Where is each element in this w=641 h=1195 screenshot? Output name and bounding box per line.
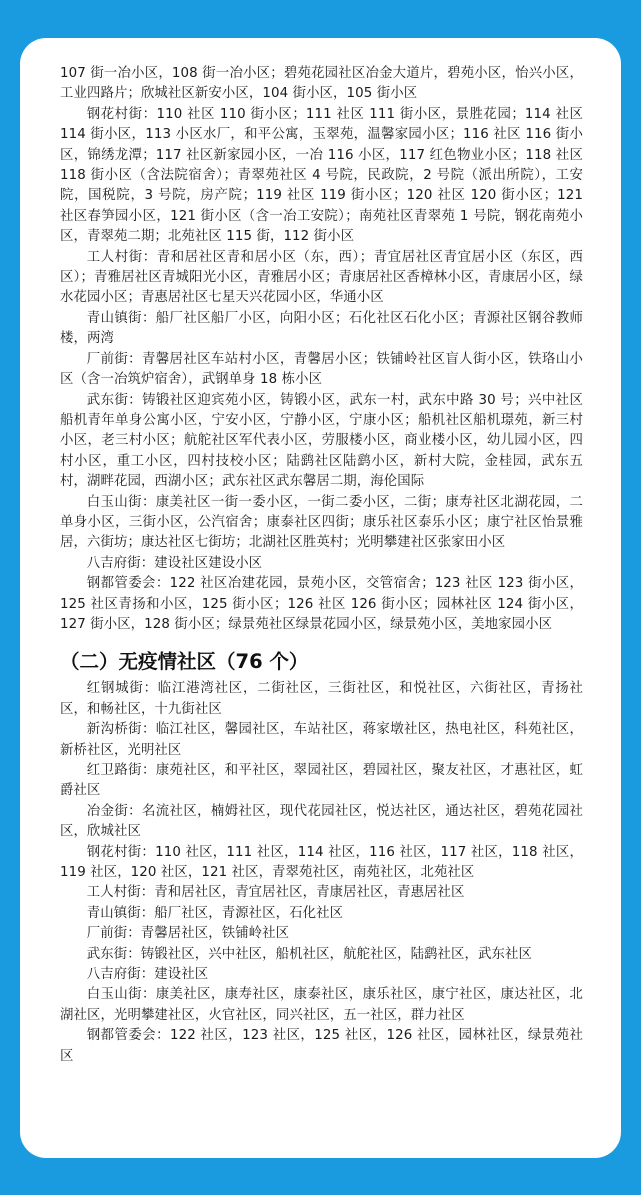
section2-list [60, 679, 583, 1067]
paragraph: 青山镇街：船厂社区船厂小区，向阳小区；石化社区石化小区；青源社区钢谷教师楼，两湾 [60, 310, 583, 347]
paragraph: 白玉山街：康美社区一街一委小区，一街二委小区，二街；康寿社区北湖花园，二单身小区，三街小区，公汽宿舍；康泰社区四街；康乐社区泰乐小区；康宁社区怡景雅居，六街坊；康达社区七街坊；北湖社区胜英村；光明攀建社区张家田小区 [60, 494, 583, 551]
paragraph: 钢都管委会：122 社区冶建花园，景苑小区，交管宿舍；123 社区 123 街小区，125 社区青扬和小区，125 街小区；126 社区 126 街小区；园林社区 124 街小区，127 街小区，128 街小区；绿景苑社区绿景花园小区，绿景苑小区，美地家园小区 [60, 576, 583, 632]
document-card [20, 38, 621, 1158]
paragraph: 厂前街：青馨居社区车站村小区，青馨居小区；铁铺岭社区盲人街小区，铁珞山小区（含一冶筑炉宿舍），武钢单身 18 栋小区 [60, 351, 583, 388]
part1-list [60, 64, 583, 635]
paragraph: 八吉府街：建设社区建设小区 [86, 555, 263, 571]
paragraph: 新沟桥街：临江社区，馨园社区，车站社区，蒋家墩社区，热电社区，科苑社区，新桥社区，光明社区 [60, 722, 583, 758]
paragraph: 钢花村街：110 社区，111 社区，114 社区，116 社区，117 社区，118 社区，119 社区，120 社区，121 社区，青翠苑社区，南苑社区，北苑社区 [60, 844, 583, 881]
paragraph: 厂前街：青馨居社区，铁铺岭社区 [86, 926, 290, 942]
paragraph: 工人村街：青和居社区，青宜居社区，青康居社区，青惠居社区 [86, 885, 465, 901]
paragraph: 八吉府街：建设社区 [86, 967, 209, 983]
paragraph: 冶金街：名流社区，楠姆社区，现代花园社区，悦达社区，通达社区，碧苑花园社区，欣城社区 [60, 803, 583, 840]
paragraph: 红卫路街：康苑社区，和平社区，翠园社区，碧园社区，聚友社区，才惠社区，虹爵社区 [60, 763, 583, 799]
paragraph: 武东街：铸锻社区迎宾苑小区，铸锻小区，武东一村，武东中路 30 号；兴中社区船机青年单身公寓小区，宁安小区，宁静小区，宁康小区；船机社区船机璟苑，新三村小区，老三村小区；航舵社区军代表小区，劳服楼小区，商业楼小区，幼儿园小区，四村小区，重工小区，四村技校小区；陆鹞社区陆鹞小区，新村大院，金桂园，武东五村，湖畔花园，西湖小区；武东社区武东馨居二期，海伦国际 [60, 392, 583, 490]
paragraph: 青山镇街：船厂社区，青源社区，石化社区 [86, 905, 344, 921]
paragraph: 107 街一冶小区，108 街一冶小区；碧苑花园社区冶金大道片，碧苑小区，怡兴小区，工业四路片；欣城社区新安小区，104 街小区，105 街小区 [60, 66, 583, 102]
paragraph: 钢花村街：110 社区 110 街小区；111 社区 111 街小区，景胜花园；114 社区 114 街小区，113 小区水厂，和平公寓，玉翠苑，温馨家园小区；116 社区 116 街小区，锦绣龙潭；117 社区新家园小区，一冶 116 小区，117 红色物业小区；118 社区 118 街小区（含法院宿舍）；青翠苑社区 4 号院，民政院，2 号院（派出所院），工安院，国税院，3 号院，房产院；119 社区 119 街小区；120 社区 120 街小区；121 社区春笋园小区，121 街小区（含一冶工安院）；南苑社区青翠苑 1 号院，钢花南苑小区，青翠苑二期；北苑社区 115 街，112 街小区 [60, 106, 583, 245]
paragraph: 钢都管委会：122 社区，123 社区，125 社区，126 社区，园林社区，绿景苑社区 [60, 1028, 583, 1064]
paragraph: 红钢城街：临江港湾社区，二街社区，三街社区，和悦社区，六街社区，青扬社区，和畅社区，十九街社区 [60, 681, 583, 717]
paragraph: 白玉山街：康美社区，康寿社区，康泰社区，康乐社区，康宁社区，康达社区，北湖社区，光明攀建社区，火官社区，同兴社区，五一社区，群力社区 [60, 987, 583, 1023]
paragraph: 武东街：铸锻社区，兴中社区，船机社区，航舵社区，陆鹞社区，武东社区 [86, 946, 532, 962]
section-title: （二）无疫情社区（76 个） [60, 650, 309, 674]
paragraph: 工人村街：青和居社区青和居小区（东，西）；青宜居社区青宜居小区（东区，西区）；青雅居社区青城阳光小区，青雅居小区；青康居社区香樟林小区，青康居小区，绿水花园小区；青惠居社区七星天兴花园小区，华通小区 [60, 249, 583, 306]
